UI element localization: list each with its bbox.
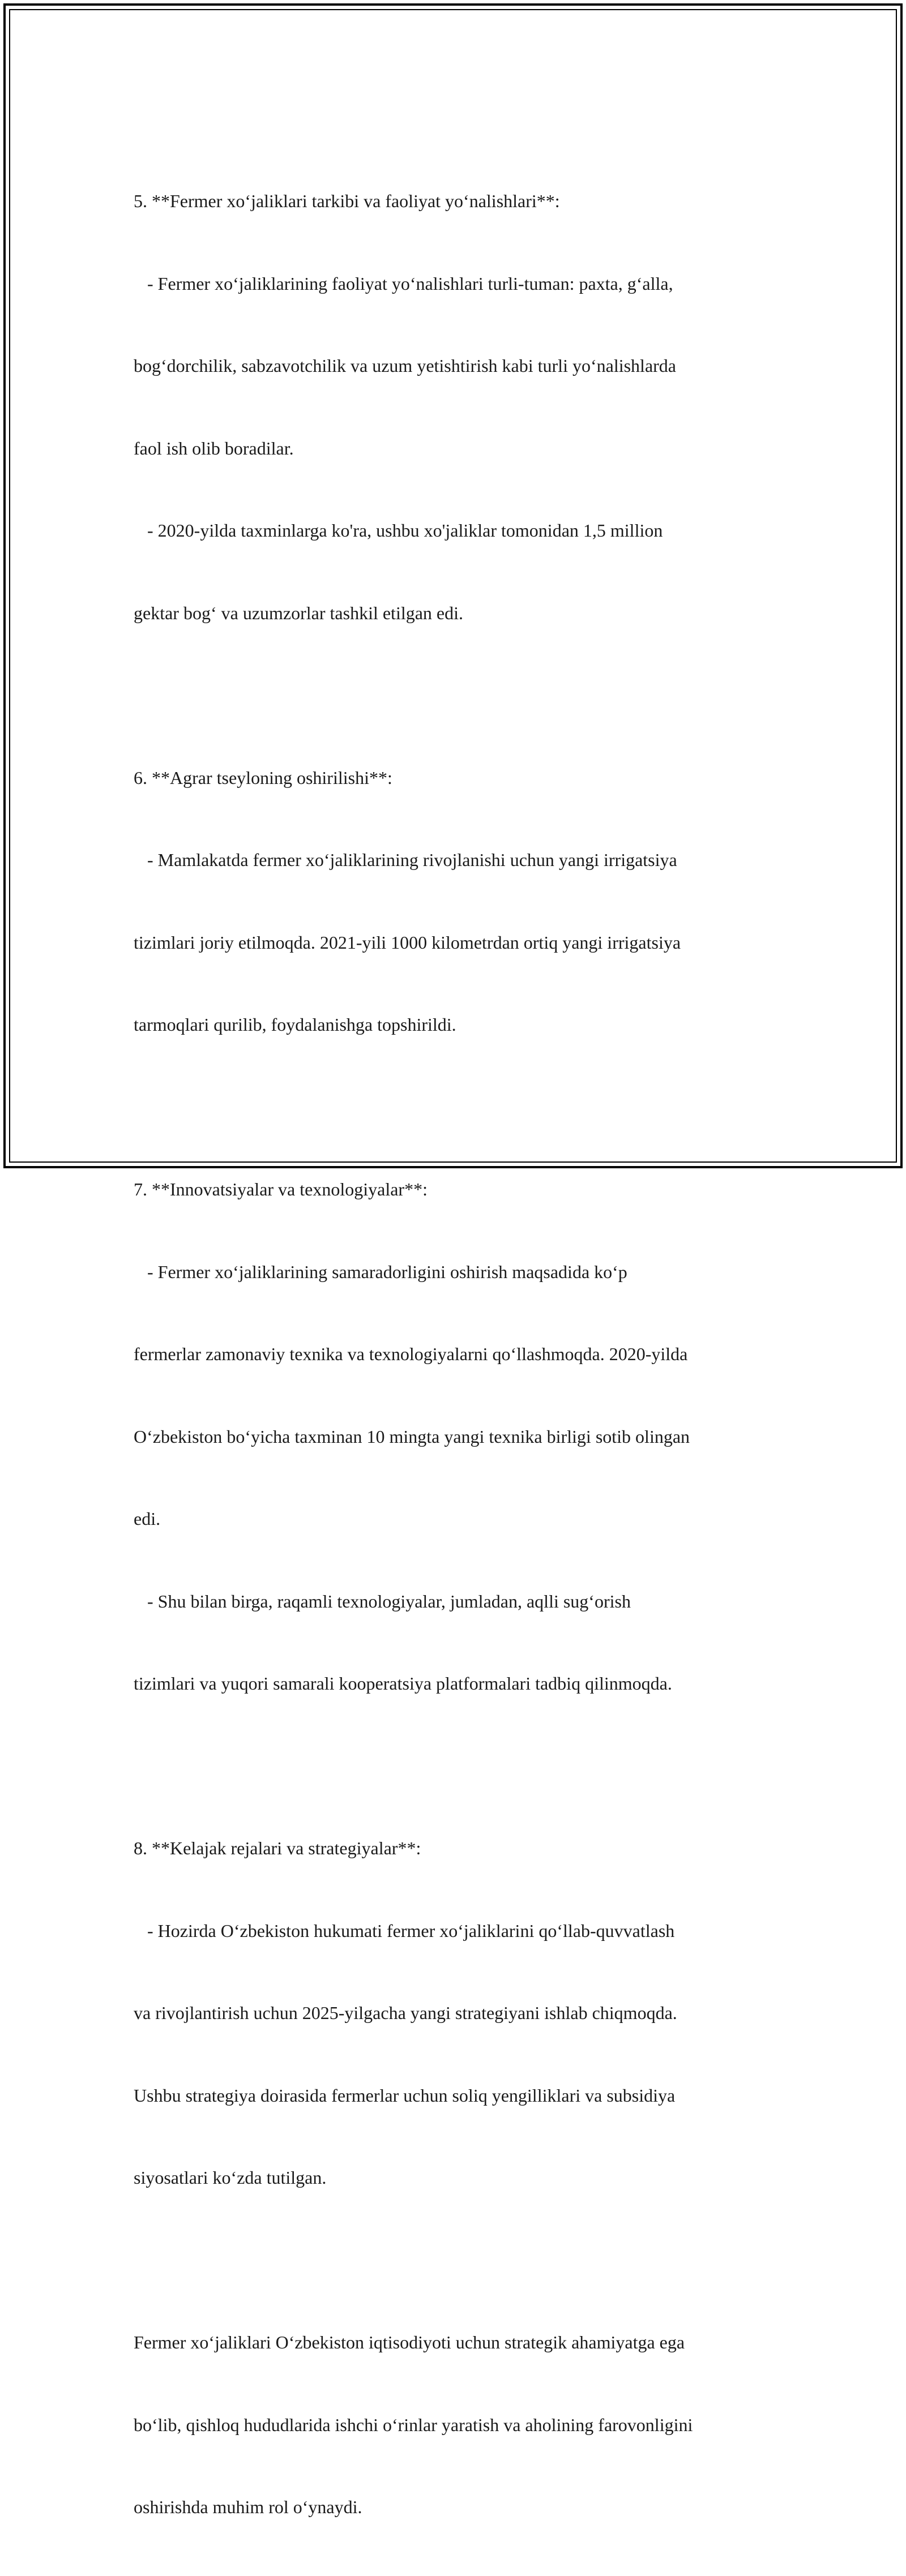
section-line: bog‘dorchilik, sabzavotchilik va uzum yetishtirish kabi turli yo‘nalishlarda: [134, 355, 676, 376]
conclusion-line: Fermer xo‘jaliklari O‘zbekiston iqtisodiyoti uchun strategik ahamiyatga ega: [134, 2332, 685, 2352]
section-heading: 5. **Fermer xo‘jaliklari tarkibi va faoliyat yo‘nalishlari**:: [134, 191, 560, 211]
conclusion-paragraph: [134, 2274, 785, 2576]
section-heading: 7. **Innovatsiyalar va texnologiyalar**:: [134, 1179, 428, 1199]
section-line: gektar bog‘ va uzumzorlar tashkil etilgan edi.: [134, 602, 464, 623]
section-heading: 8. **Kelajak rejalari va strategiyalar**:: [134, 1838, 421, 1858]
section-line: tarmoqlari qurilib, foydalanishga topshirildi.: [134, 1014, 456, 1035]
section-line: tizimlari joriy etilmoqda. 2021-yili 1000 kilometrdan ortiq yangi irrigatsiya: [134, 932, 681, 953]
section-line: O‘zbekiston bo‘yicha taxminan 10 mingta yangi texnika birligi sotib olingan: [134, 1426, 690, 1447]
section-heading: 6. **Agrar tseyloning oshirilishi**:: [134, 767, 392, 788]
section-line: fermerlar zamonaviy texnika va texnologiyalarni qo‘llashmoqda. 2020-yilda: [134, 1344, 688, 1364]
section-line: - Fermer xo‘jaliklarining samaradorligini oshirish maqsadida ko‘p: [134, 1261, 627, 1282]
conclusion-line: bo‘lib, qishloq hududlarida ishchi o‘rinlar yaratish va aholining farovonligini: [134, 2414, 693, 2435]
section-line: - Fermer xo‘jaliklarining faoliyat yo‘nalishlari turli-tuman: paxta, g‘alla,: [134, 273, 673, 294]
section-line: - Shu bilan birga, raqamli texnologiyalar, jumladan, aqlli sug‘orish: [134, 1591, 631, 1611]
section-line: Ushbu strategiya doirasida fermerlar uchun soliq yengilliklari va subsidiya: [134, 2085, 676, 2106]
section-6: [134, 709, 785, 1094]
section-7: [134, 1121, 785, 1752]
section-5: [134, 132, 785, 681]
section-line: edi.: [134, 1508, 161, 1529]
section-line: va rivojlantirish uchun 2025-yilgacha yangi strategiyani ishlab chiqmoqda.: [134, 2003, 677, 2023]
section-line: - Hozirda O‘zbekiston hukumati fermer xo‘jaliklarini qo‘llab-quvvatlash: [134, 1920, 675, 1941]
conclusion-line: oshirishda muhim rol o‘ynaydi.: [134, 2497, 362, 2517]
section-8: [134, 1780, 785, 2247]
section-line: - Mamlakatda fermer xo‘jaliklarining rivojlanishi uchun yangi irrigatsiya: [134, 850, 677, 870]
section-line: siyosatlari ko‘zda tutilgan.: [134, 2167, 327, 2188]
document-body: [134, 132, 785, 2576]
section-line: - 2020-yilda taxminlarga ko'ra, ushbu xo'jaliklar tomonidan 1,5 million: [134, 520, 663, 541]
section-line: faol ish olib boradilar.: [134, 438, 294, 458]
section-line: tizimlari va yuqori samarali kooperatsiya platformalari tadbiq qilinmoqda.: [134, 1673, 672, 1694]
